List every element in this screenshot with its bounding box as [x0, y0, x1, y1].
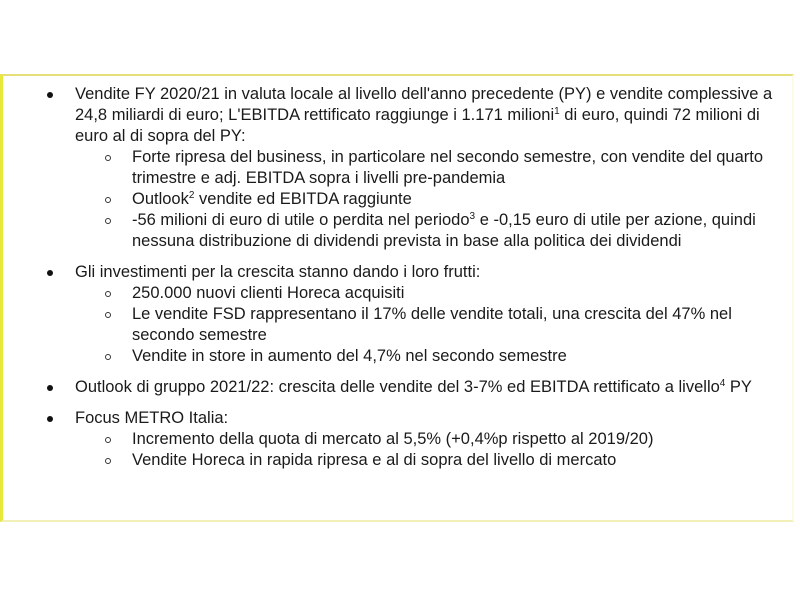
subitem-market-share	[3, 429, 792, 450]
sub-bullet-circle-icon	[105, 291, 111, 297]
subitem-text: Outlook	[132, 190, 189, 208]
bullet-dot-icon	[47, 92, 53, 98]
bullet-text: Focus METRO Italia:	[75, 409, 229, 427]
subitem-horeca-recovery	[3, 450, 792, 471]
subitem-text: vendite ed EBITDA raggiunte	[194, 190, 412, 208]
bullet-item-sales	[3, 84, 792, 147]
bullet-text: Outlook di gruppo 2021/22: crescita delle vendite del 3-7% ed EBITDA rettificato a livello	[75, 378, 720, 396]
sub-bullet-circle-icon	[105, 354, 111, 360]
subitem-text: Incremento della quota di mercato al 5,5% (+0,4%p rispetto al 2019/20)	[132, 430, 654, 448]
subitem-profit-loss	[3, 210, 792, 252]
bullet-item-group-outlook	[3, 377, 792, 398]
subitem-fsd-sales	[3, 304, 792, 346]
bullet-list	[3, 84, 792, 471]
sub-bullet-circle-icon	[105, 312, 111, 318]
bullet-item-metro-italia	[3, 408, 792, 429]
footnote-ref: 1	[554, 106, 560, 117]
sub-bullet-circle-icon	[105, 218, 111, 224]
sub-bullet-circle-icon	[105, 155, 111, 161]
slide-content-box	[0, 74, 794, 522]
subitem-horeca-clients	[3, 283, 792, 304]
bullet-dot-icon	[47, 385, 53, 391]
subitem-recovery	[3, 147, 792, 189]
subitem-text: e -0,15 euro di utile per azione, quindi nessuna distribuzione di dividendi prevista in base alla politica dei dividendi	[132, 211, 756, 250]
bullet-text: PY	[725, 378, 752, 396]
bullet-text: Gli investimenti per la crescita stanno dando i loro frutti:	[75, 263, 481, 281]
subitem-text: Vendite Horeca in rapida ripresa e al di sopra del livello di mercato	[132, 451, 617, 469]
sub-bullet-circle-icon	[105, 458, 111, 464]
sub-bullet-circle-icon	[105, 197, 111, 203]
subitem-text: 250.000 nuovi clienti Horeca acquisiti	[132, 284, 405, 302]
subitem-text: Le vendite FSD rappresentano il 17% delle vendite totali, una crescita del 47% nel secondo semestre	[132, 305, 732, 344]
footnote-ref: 3	[469, 211, 476, 222]
footnote-ref: 2	[188, 190, 195, 201]
bullet-text: di euro, quindi 72 milioni di euro al di sopra del PY:	[75, 106, 760, 145]
bullet-text: Vendite FY 2020/21 in valuta locale al livello dell'anno precedente (PY) e vendite complessive a 24,8 miliardi di euro; L'EBITDA rettificato raggiunge i 1.171 milioni	[75, 85, 773, 124]
bullet-dot-icon	[47, 270, 53, 276]
subitem-text: -56 milioni di euro di utile o perdita nel periodo	[132, 211, 470, 229]
subitem-store-sales	[3, 346, 792, 367]
subitem-text: Vendite in store in aumento del 4,7% nel secondo semestre	[132, 347, 567, 365]
subitem-outlook	[3, 189, 792, 210]
sub-bullet-circle-icon	[105, 437, 111, 443]
subitem-text: Forte ripresa del business, in particolare nel secondo semestre, con vendite del quarto trimestre e adj. EBITDA sopra i livelli pre-pandemia	[132, 148, 764, 187]
bullet-dot-icon	[47, 416, 53, 422]
bullet-item-investments	[3, 262, 792, 283]
footnote-ref: 4	[719, 378, 726, 389]
